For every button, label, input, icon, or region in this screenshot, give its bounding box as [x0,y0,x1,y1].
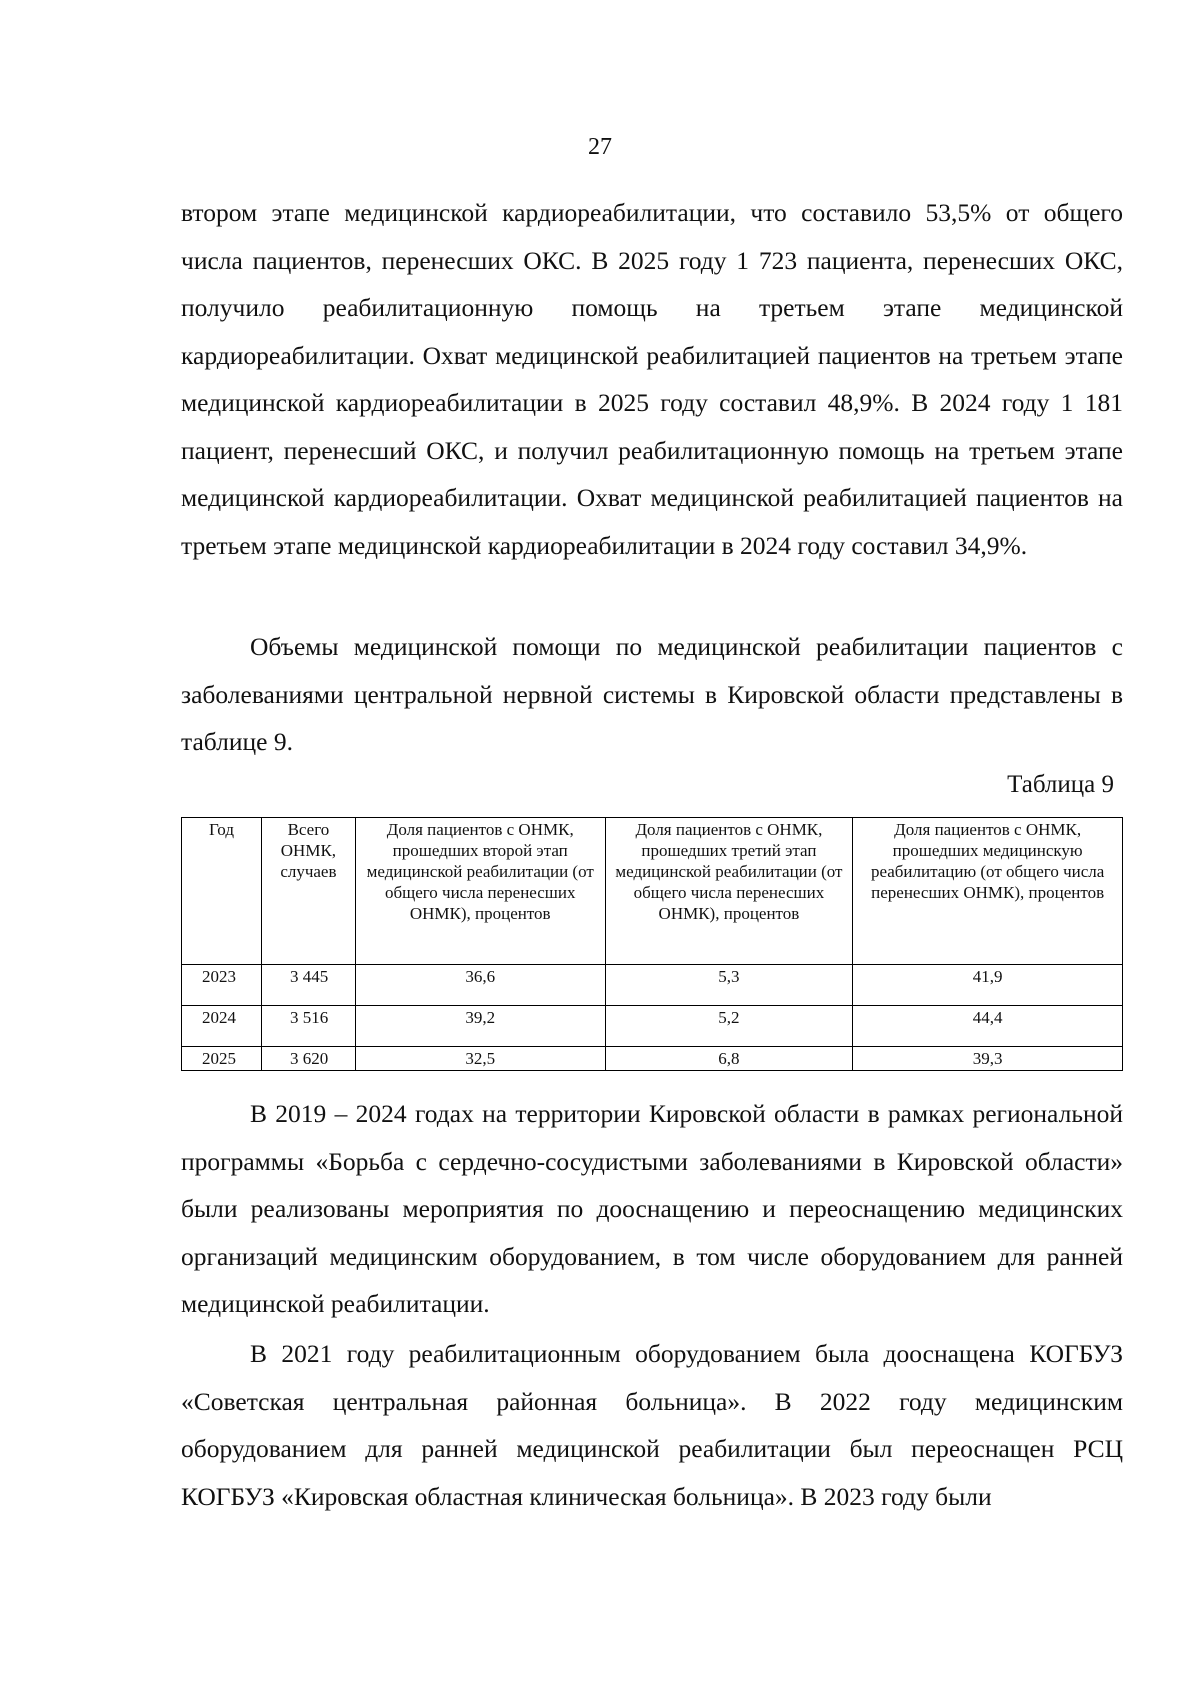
table-header-row [182,818,1123,965]
header-second-stage-share: Доля пациентов с ОНМК, прошедших второй этап медицинской реабилитации (от общего числа перенесших ОНМК), процентов [355,818,605,965]
cell-third-stage-share: 6,8 [605,1047,853,1071]
paragraph-regional-program: В 2019 – 2024 годах на территории Кировской области в рамках региональной программы «Борьба с сердечно-сосудистыми заболеваниями в Кировской области» были реализованы мероприятия по дооснащению и переоснащению медицинских организаций медицинским оборудованием, в том числе оборудованием для ранней медицинской реабилитации. [181,1099,1123,1318]
cell-second-stage-share: 32,5 [355,1047,605,1071]
cell-second-stage-share: 36,6 [355,965,605,1006]
cell-year: 2025 [182,1047,262,1071]
table-caption: Таблица 9 [1007,771,1114,798]
paragraph-equipment: В 2021 году реабилитационным оборудованием была дооснащена КОГБУЗ «Советская центральная районная больница». В 2022 году медицинским оборудованием для ранней медицинской реабилитации был переоснащен РСЦ КОГБУЗ «Кировская областная клиническая больница». В 2023 году были [181,1339,1123,1511]
cell-second-stage-share: 39,2 [355,1006,605,1047]
cell-total-rehab-share: 41,9 [853,965,1123,1006]
cell-total-onmk: 3 445 [261,965,355,1006]
header-total-onmk: Всего ОНМК, случаев [261,818,355,965]
header-year: Год [182,818,262,965]
table-container [181,817,1123,1071]
table-row [182,1006,1123,1047]
cell-total-onmk: 3 516 [261,1006,355,1047]
cell-total-rehab-share: 44,4 [853,1006,1123,1047]
header-third-stage-share: Доля пациентов с ОНМК, прошедших третий этап медицинской реабилитации (от общего числа перенесших ОНМК), процентов [605,818,853,965]
cell-third-stage-share: 5,2 [605,1006,853,1047]
onmk-rehab-table [181,817,1123,1071]
page-number: 27 [588,134,612,160]
table-row [182,1047,1123,1071]
table-row [182,965,1123,1006]
cell-total-onmk: 3 620 [261,1047,355,1071]
header-total-rehab-share: Доля пациентов с ОНМК, прошедших медицинскую реабилитацию (от общего числа перенесших ОНМК), процентов [853,818,1123,965]
cell-year: 2023 [182,965,262,1006]
cell-total-rehab-share: 39,3 [853,1047,1123,1071]
cell-year: 2024 [182,1006,262,1047]
paragraph-cardio-rehab: втором этапе медицинской кардиореабилитации, что составило 53,5% от общего числа пациентов, перенесших ОКС. В 2025 году 1 723 пациента, перенесших ОКС, получило реабилитационную помощь на третьем этапе медицинской кардиореабилитации. Охват медицинской реабилитацией пациентов на третьем этапе медицинской кардиореабилитации в 2025 году составил 48,9%. В 2024 году 1 181 пациент, перенесший ОКС, и получил реабилитационную помощь на третьем этапе медицинской кардиореабилитации. Охват медицинской реабилитацией пациентов на третьем этапе медицинской кардиореабилитации в 2024 году составил 34,9%. [181,198,1123,560]
paragraph-table-intro: Объемы медицинской помощи по медицинской реабилитации пациентов с заболеваниями центральной нервной системы в Кировской области представлены в таблице 9. [181,632,1123,756]
cell-third-stage-share: 5,3 [605,965,853,1006]
